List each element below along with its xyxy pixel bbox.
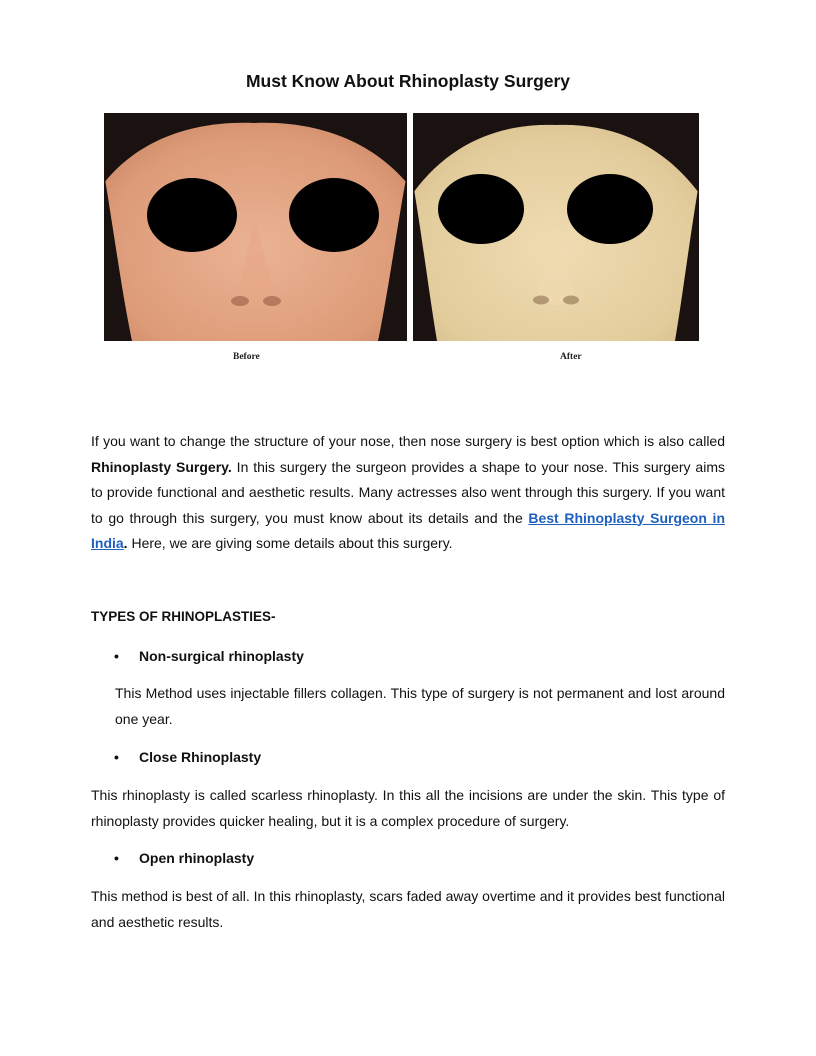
intro-text-3: Here, we are giving some details about this surgery. [127,535,453,551]
non-surgical-description: This Method uses injectable fillers collagen. This type of surgery is not permanent and lost around one year. [115,685,725,727]
section-heading: TYPES OF RHINOPLASTIES- [91,609,276,624]
bullet-icon: • [114,648,119,664]
bullet-item-open [114,850,254,866]
intro-bold-term: Rhinoplasty Surgery. [91,458,232,475]
best-rhinoplasty-surgeon-link[interactable]: Best Rhinoplasty Surgeon in India [91,509,725,551]
close-description: This rhinoplasty is called scarless rhinoplasty. In this all the incisions are under the skin. This type of rhinoplasty provides quicker healing, but it is a complex procedure of surgery. [91,787,725,829]
bullet-icon: • [114,850,119,866]
intro-paragraph [91,429,725,557]
bullet-icon: • [114,749,119,765]
bullet-label: Open rhinoplasty [139,850,255,866]
page-title: Must Know About Rhinoplasty Surgery [245,70,571,91]
bullet-label: Close Rhinoplasty [139,749,262,765]
before-caption: Before [233,352,260,362]
bullet-label: Non-surgical rhinoplasty [139,648,304,664]
bullet-item-close [114,749,261,765]
after-caption: After [560,352,582,362]
after-face-illustration [413,113,699,341]
intro-text-1: If you want to change the structure of your nose, then nose surgery is best option which is also called [91,433,725,449]
after-photo [413,113,699,341]
intro-period: . [123,535,128,551]
bullet-item-non-surgical [114,648,304,664]
before-face-illustration [104,113,407,341]
before-photo [104,113,407,341]
open-description: This method is best of all. In this rhinoplasty, scars faded away overtime and it provides best functional and aesthetic results. [91,888,725,930]
intro-text-2: In this surgery the surgeon provides a shape to your nose. This surgery aims to provide functional and aesthetic results. Many actresses also went through this surgery. If you want to go through this surgery, you must know about its details and the [91,458,725,526]
